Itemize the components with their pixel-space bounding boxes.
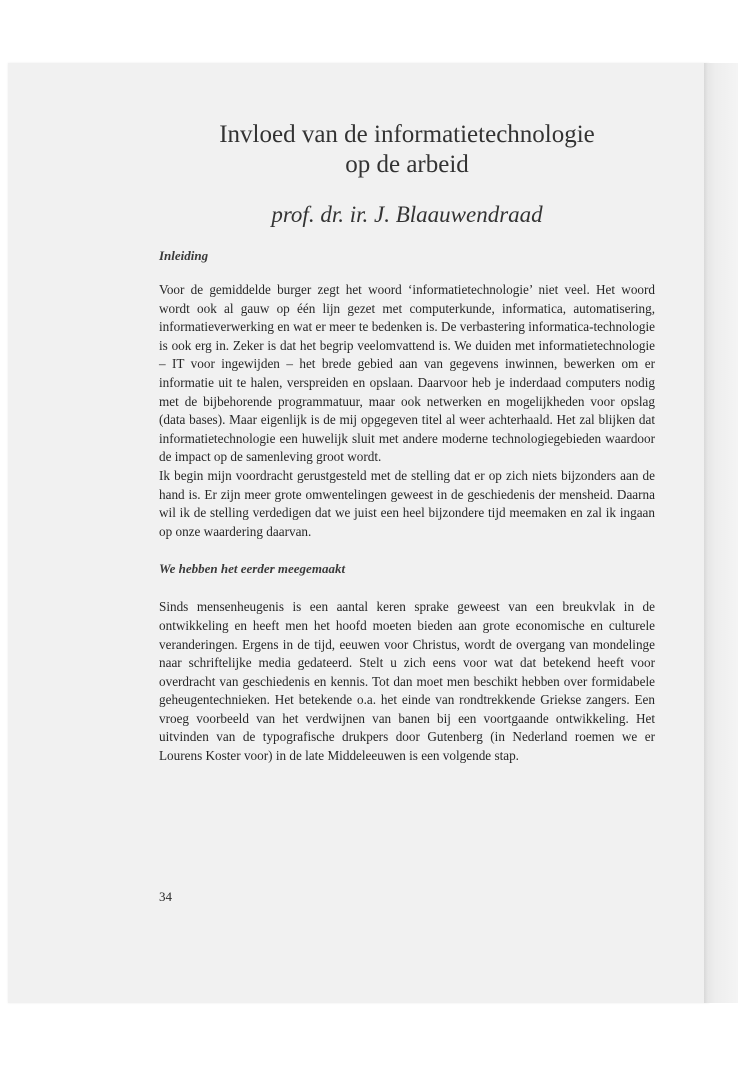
paragraph: Sinds mensenheugenis is een aantal keren sprake geweest van een breukvlak in de ontwikkeling en heeft men het hoofd moeten bieden aan grote economische en culturele veranderingen. Ergens in de tijd, eeuwen voor Christus, wordt de overgang van mondelinge naar schriftelijke media gedateerd. Stelt u zich eens voor wat dat betekend heeft voor overdracht van geschiedenis en kennis. Tot dan moet men beschikt hebben over formidabele geheugentechnieken. Het betekende o.a. het einde van rondtrekkende Griekse zangers. Een vroeg voorbeeld van het verdwijnen van banen bij een voortgaande ontwikkeling. Het uitvinden van de typografische drukpers door Gutenberg (in Nederland roemen we er Lourens Koster voor) in de late Middeleeuwen is een volgende stap. bbox=[159, 599, 655, 764]
page-content bbox=[159, 120, 655, 766]
title-line-1: Invloed van de informatietechnologie bbox=[219, 121, 595, 148]
title-line-2: op de arbeid bbox=[345, 151, 469, 178]
section-heading-eerder-meegemaakt: We hebben het eerder meegemaakt bbox=[159, 561, 346, 577]
page-edge bbox=[704, 63, 738, 1003]
author-name: prof. dr. ir. J. Blaauwendraad bbox=[271, 202, 543, 227]
paragraph: Voor de gemiddelde burger zegt het woord ‘informatietechnologie’ niet veel. Het woord wordt ook al gauw op één lijn gezet met computerkunde, informatica, automatisering, informatieverwerking en wat er meer te bedenken is. De verbastering informatica-technologie is ook erg in. Zeker is dat het begrip veelomvattend is. We duiden met informatietechnologie – IT voor ingewijden – het brede gebied aan van gegevens inwinnen, bewerken om er informatie uit te halen, verspreiden en opslaan. Daarvoor heb je inderdaad computers nodig met de bijbehorende programmatuur, maar ook netwerken en mogelijkheden voor opslag (data bases). Maar eigenlijk is de mij opgegeven titel al weer achterhaald. Het zal blijken dat informatietechnologie een huwelijk sluit met andere moderne technologiegebieden waardoor de impact op de samenleving groot wordt. bbox=[159, 282, 655, 465]
paragraph: Ik begin mijn voordracht gerustgesteld met de stelling dat er op zich niets bijzonders aan de hand is. Er zijn meer grote omwentelingen geweest in de geschiedenis der mensheid. Daarna wil ik de stelling verdedigen dat we juist een heel bijzondere tijd meemaken en zal ik ingaan op onze waardering daarvan. bbox=[159, 467, 655, 539]
article-title bbox=[159, 120, 655, 180]
page-number: 34 bbox=[159, 889, 172, 904]
section-heading-inleiding: Inleiding bbox=[159, 248, 209, 263]
